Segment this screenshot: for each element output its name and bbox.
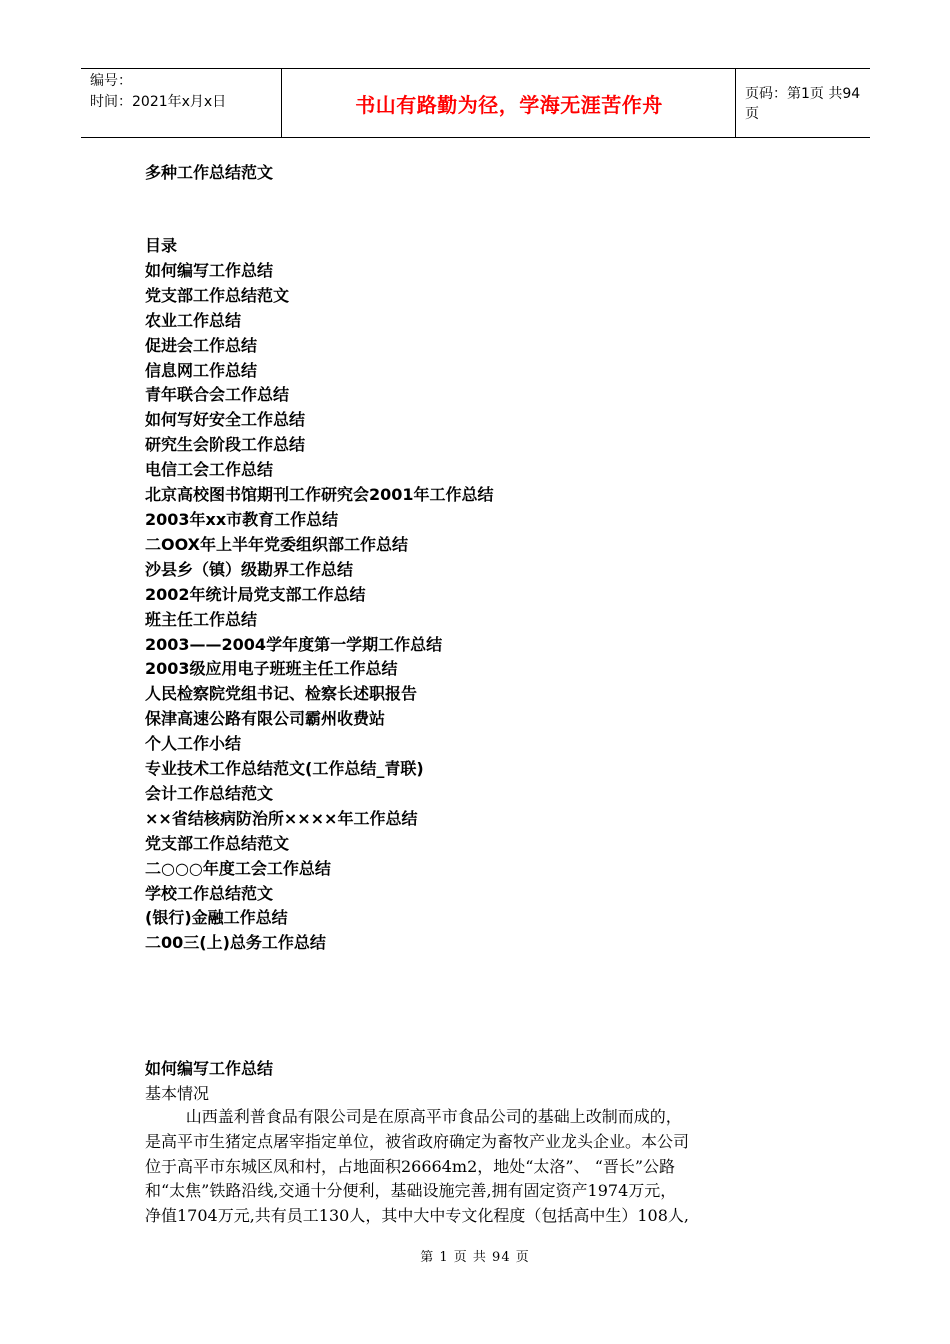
motto: 书山有路勤为径，学海无涯苦作舟 (283, 69, 736, 137)
toc-item: 北京高校图书馆期刊工作研究会2001年工作总结 (145, 485, 494, 505)
toc-item: 专业技术工作总结范文(工作总结_青联) (145, 759, 424, 779)
toc-item: 如何写好安全工作总结 (145, 410, 306, 430)
toc-item: 沙县乡（镇）级勘界工作总结 (145, 559, 354, 579)
toc-item: (银行)金融工作总结 (145, 908, 288, 928)
page-footer: 第 1 页 共 94 页 (420, 1250, 530, 1265)
toc-item: 2003——2004学年度第一学期工作总结 (145, 634, 443, 654)
toc-item: 学校工作总结范文 (145, 883, 274, 903)
document-title: 多种工作总结范文 (145, 163, 274, 182)
toc-item: 党支部工作总结范文 (145, 285, 290, 305)
toc-item: 会计工作总结范文 (145, 783, 274, 803)
header-table (81, 68, 870, 138)
toc-item: 二00三(上)总务工作总结 (145, 933, 326, 953)
body-line: 是高平市生猪定点屠宰指定单位，被省政府确定为畜牧产业龙头企业。本公司 (145, 1131, 690, 1151)
section-body (145, 1105, 808, 1229)
toc-item: 保津高速公路有限公司霸州收费站 (145, 709, 386, 729)
toc-item: 电信工会工作总结 (145, 460, 274, 480)
body-line: 净值1704万元,共有员工130人，其中大中专文化程度（包括高中生）108人, (145, 1206, 689, 1226)
toc-item: 二○○○年度工会工作总结 (145, 858, 331, 878)
page-label: 页码：第1页 共94页 (745, 86, 861, 122)
toc-item: 研究生会阶段工作总结 (145, 435, 306, 455)
toc-item: 如何编写工作总结 (145, 260, 274, 280)
toc-item: 2003年xx市教育工作总结 (145, 509, 339, 529)
toc-item: 促进会工作总结 (145, 335, 258, 355)
section-title: 如何编写工作总结 (145, 1059, 274, 1078)
toc-item: 农业工作总结 (145, 310, 242, 330)
toc-item: 班主任工作总结 (145, 609, 258, 629)
body-line: 和“太焦”铁路沿线,交通十分便利，基础设施完善,拥有固定资产1974万元， (145, 1181, 677, 1201)
body-line: 位于高平市东城区凤和村，占地面积26664m2，地处“太洛”、 “晋长”公路 (145, 1156, 676, 1176)
toc-item: 党支部工作总结范文 (145, 833, 290, 853)
toc-item: 2002年统计局党支部工作总结 (145, 584, 366, 604)
section-subtitle: 基本情况 (145, 1084, 210, 1103)
toc-item: 2003级应用电子班班主任工作总结 (145, 659, 398, 679)
toc-item: 二OOX年上半年党委组织部工作总结 (145, 534, 408, 554)
toc-item: 信息网工作总结 (145, 360, 258, 380)
time-label: 时间：2021年x月x日 (90, 94, 227, 110)
number-label: 编号： (90, 73, 132, 89)
body-line: 山西盖利普食品有限公司是在原高平市食品公司的基础上改制而成的， (145, 1107, 682, 1126)
toc-item: 青年联合会工作总结 (145, 385, 290, 405)
toc-item: 人民检察院党组书记、检察长述职报告 (145, 684, 418, 704)
header-left-cell (81, 69, 282, 137)
toc-item: ××省结核病防治所××××年工作总结 (145, 808, 418, 828)
toc-item: 个人工作小结 (145, 734, 242, 754)
toc-heading: 目录 (145, 236, 178, 255)
table-of-contents (145, 234, 494, 956)
